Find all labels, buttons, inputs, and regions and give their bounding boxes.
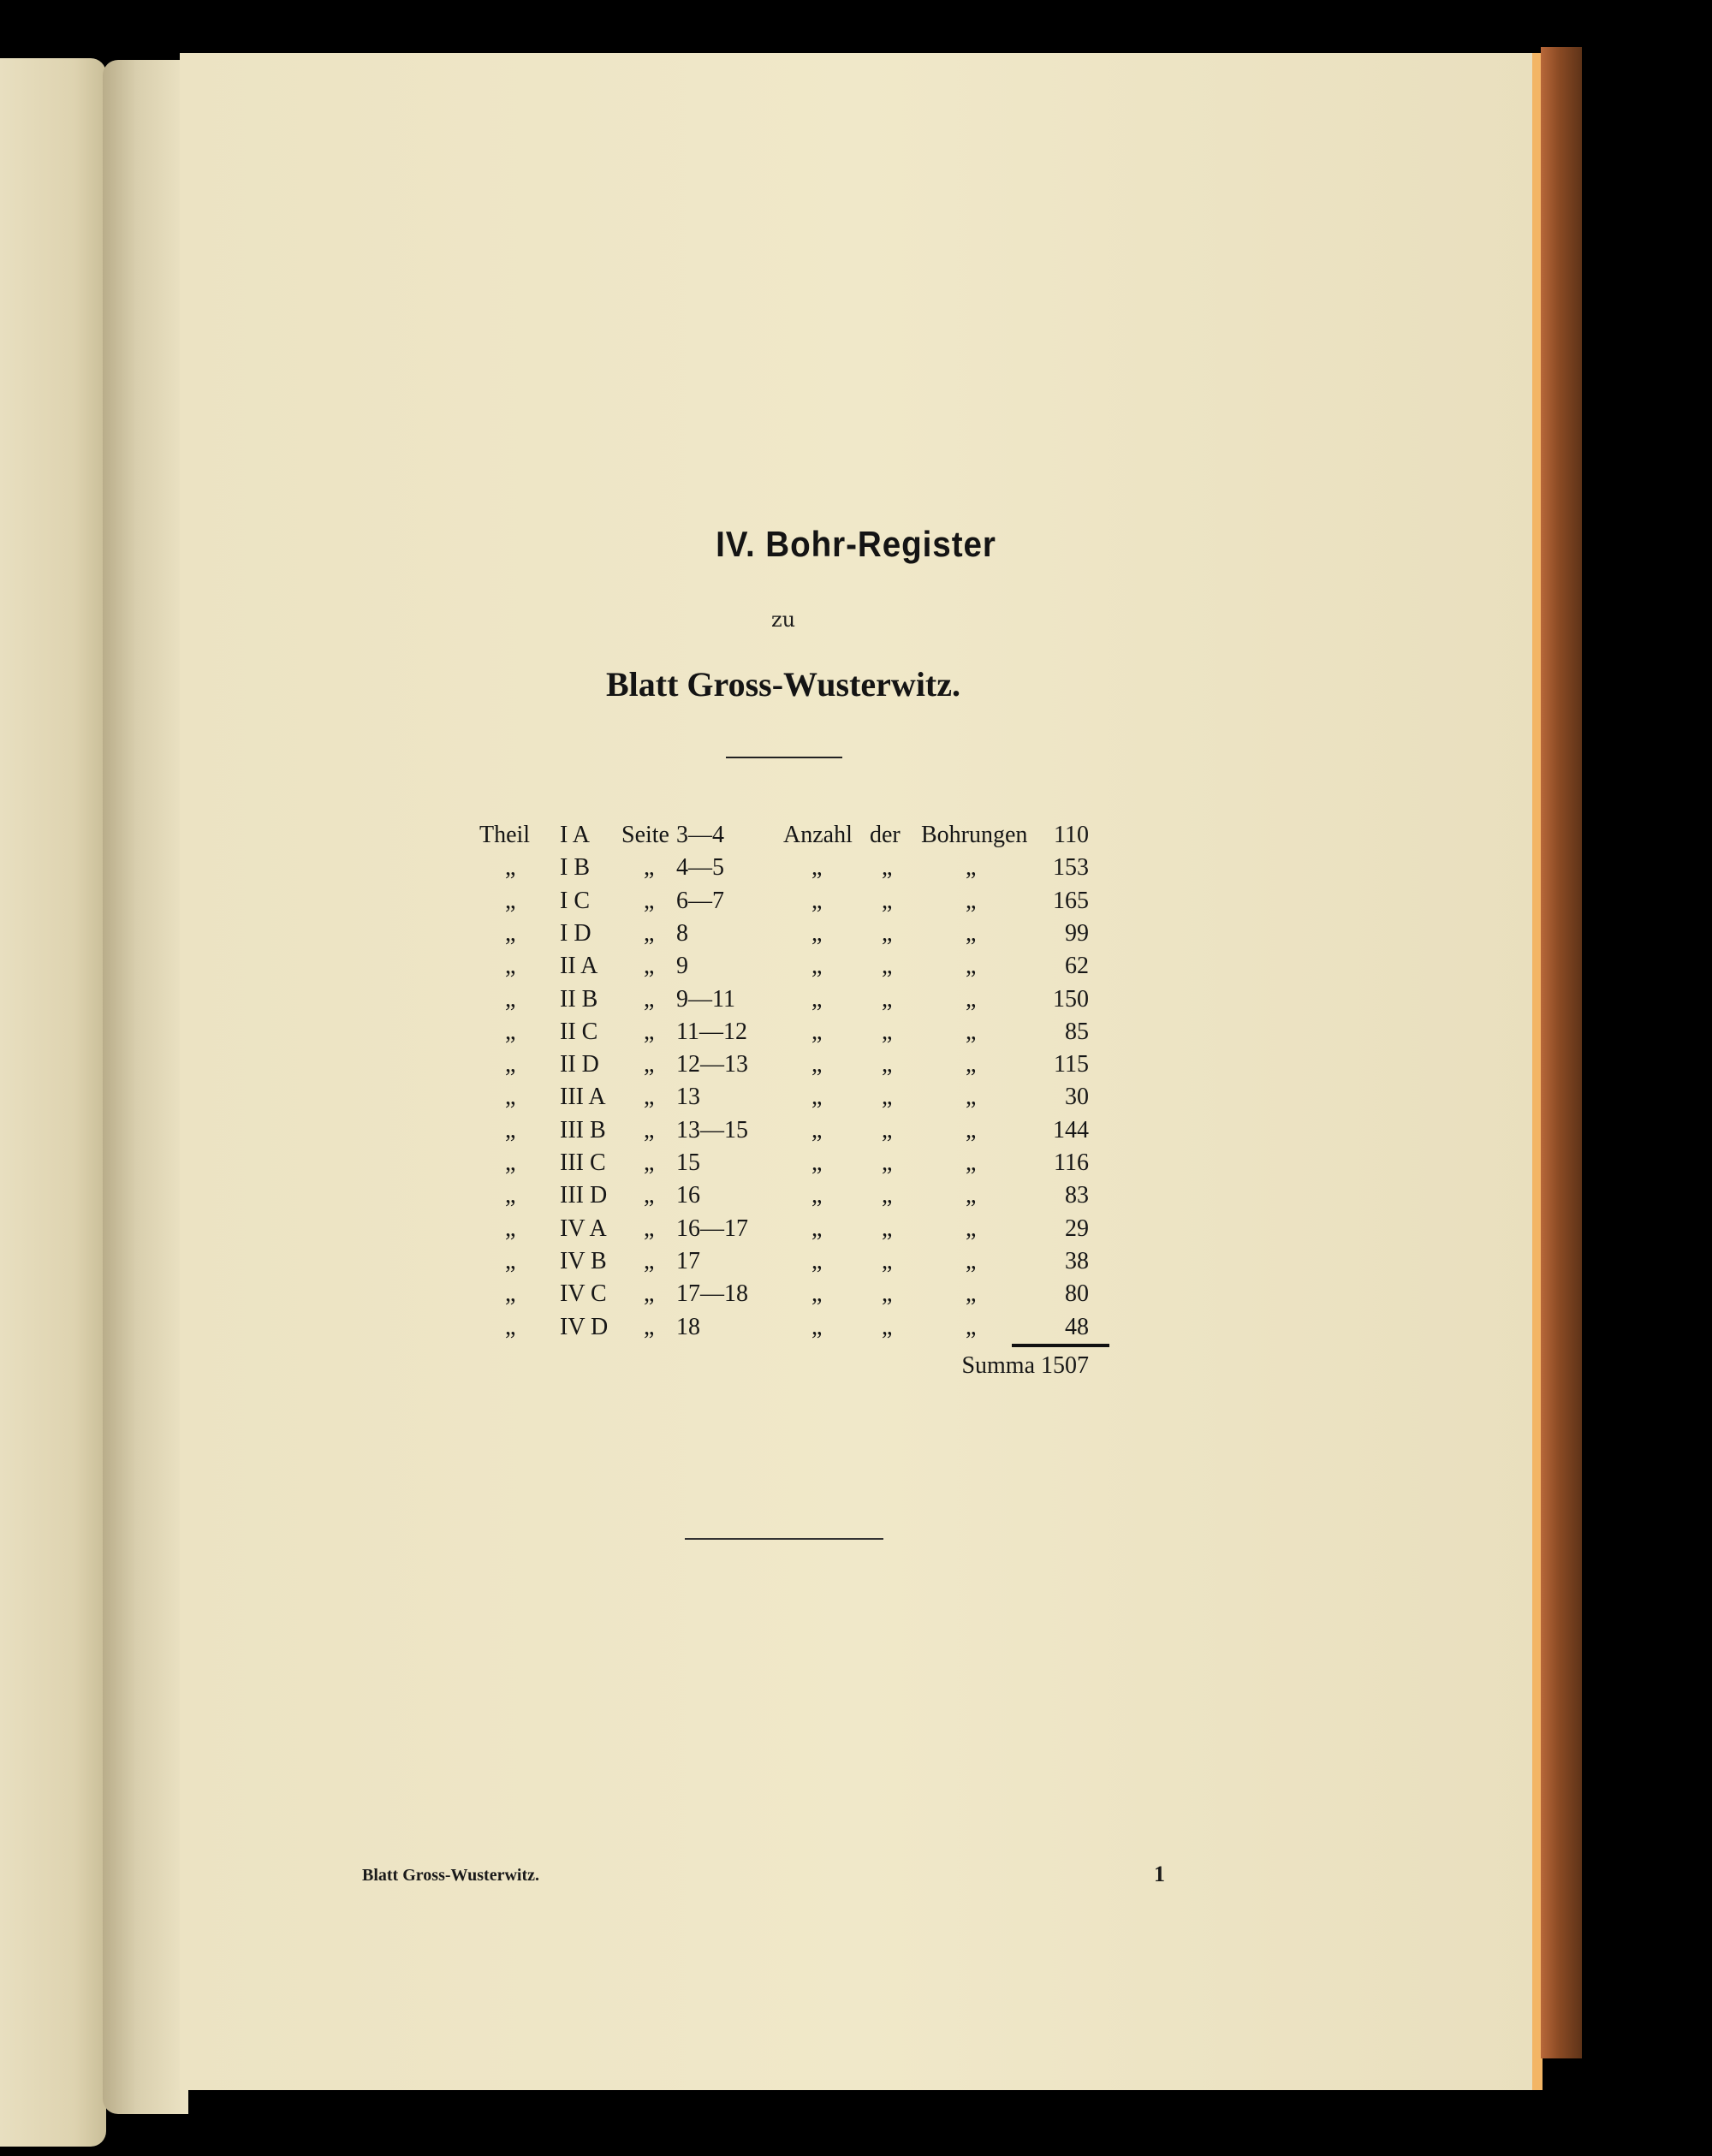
der-cell: „	[882, 887, 893, 914]
count-cell: 153	[1053, 854, 1089, 882]
anzahl-cell: „	[811, 1215, 823, 1242]
part-cell: IV D	[560, 1313, 609, 1340]
sum-rule	[1012, 1344, 1109, 1347]
part-cell: I D	[560, 919, 591, 947]
table-row	[0, 1182, 1712, 1215]
theil-cell: „	[505, 1051, 516, 1078]
divider-rule	[726, 757, 842, 758]
part-cell: II C	[560, 1018, 598, 1045]
pages-cell: 18	[676, 1313, 700, 1340]
table-row	[0, 1019, 1712, 1051]
seite-cell: „	[644, 1280, 655, 1308]
der-cell: „	[882, 1116, 893, 1143]
table-row	[0, 822, 1712, 854]
seite-cell: „	[644, 1247, 655, 1274]
bohrungen-cell: „	[966, 887, 977, 914]
bohrungen-cell: „	[966, 1182, 977, 1209]
page-number: 1	[1154, 1862, 1165, 1886]
part-cell: II D	[560, 1051, 599, 1078]
footer-sheet-name: Blatt Gross-Wusterwitz.	[362, 1866, 540, 1885]
count-cell: 38	[1065, 1247, 1089, 1274]
title-connector: zu	[770, 608, 796, 632]
seite-cell: „	[644, 1051, 655, 1078]
part-cell: III A	[560, 1084, 606, 1111]
anzahl-cell: „	[811, 1149, 823, 1176]
part-cell: I B	[560, 854, 590, 882]
bohrungen-cell: „	[966, 1084, 977, 1111]
pages-cell: 15	[676, 1149, 700, 1176]
anzahl-cell: „	[811, 1313, 823, 1340]
count-cell: 29	[1065, 1215, 1089, 1242]
bohrungen-cell: „	[966, 953, 977, 980]
part-cell: II A	[560, 953, 598, 980]
der-cell: „	[882, 1182, 893, 1209]
anzahl-cell: „	[811, 919, 823, 947]
theil-cell: „	[505, 985, 516, 1013]
page-title: IV. Bohr-Register	[716, 524, 996, 564]
table-row	[0, 986, 1712, 1019]
theil-cell: „	[505, 1247, 516, 1274]
theil-cell: „	[505, 1182, 516, 1209]
bohrungen-cell: „	[966, 919, 977, 947]
pages-cell: 4—5	[676, 854, 724, 882]
register-total: Summa 1507	[961, 1352, 1089, 1379]
part-cell: III B	[560, 1116, 606, 1143]
anzahl-cell: „	[811, 1051, 823, 1078]
anzahl-cell: „	[811, 854, 823, 882]
anzahl-cell: „	[811, 985, 823, 1013]
table-row	[0, 1051, 1712, 1084]
anzahl-cell: „	[811, 1116, 823, 1143]
seite-cell: „	[644, 1313, 655, 1340]
pages-cell: 9—11	[676, 985, 735, 1013]
count-cell: 83	[1065, 1182, 1089, 1209]
bohrungen-cell: „	[966, 1051, 977, 1078]
pages-cell: 9	[676, 953, 688, 980]
seite-cell: „	[644, 919, 655, 947]
bohrungen-cell: Bohrungen	[921, 822, 1028, 848]
seite-cell: „	[644, 1116, 655, 1143]
bohrungen-cell: „	[966, 1280, 977, 1308]
count-cell: 80	[1065, 1280, 1089, 1308]
count-cell: 110	[1054, 822, 1089, 848]
part-cell: IV C	[560, 1280, 607, 1308]
der-cell: „	[882, 1084, 893, 1111]
table-row	[0, 1215, 1712, 1248]
pages-cell: 6—7	[676, 887, 724, 914]
bohrungen-cell: „	[966, 1247, 977, 1274]
table-row	[0, 953, 1712, 985]
pages-cell: 16	[676, 1182, 700, 1209]
count-cell: 30	[1065, 1084, 1089, 1111]
der-cell: „	[882, 854, 893, 882]
table-row	[0, 1149, 1712, 1182]
table-row	[0, 854, 1712, 887]
theil-cell: „	[505, 1018, 516, 1045]
seite-cell: „	[644, 985, 655, 1013]
theil-cell: „	[505, 1149, 516, 1176]
der-cell: „	[882, 1280, 893, 1308]
pages-cell: 3—4	[676, 822, 724, 848]
seite-cell: „	[644, 953, 655, 980]
table-row	[0, 920, 1712, 953]
seite-cell: „	[644, 1182, 655, 1209]
pages-cell: 8	[676, 919, 688, 947]
count-cell: 115	[1054, 1051, 1089, 1078]
anzahl-cell: „	[811, 953, 823, 980]
pages-cell: 12—13	[676, 1051, 748, 1078]
count-cell: 116	[1054, 1149, 1089, 1176]
bohrungen-cell: „	[966, 1149, 977, 1176]
anzahl-cell: „	[811, 1247, 823, 1274]
theil-cell: „	[505, 953, 516, 980]
anzahl-cell: „	[811, 1018, 823, 1045]
table-row	[0, 1117, 1712, 1149]
pages-cell: 17—18	[676, 1280, 748, 1308]
seite-cell: „	[644, 887, 655, 914]
der-cell: „	[882, 1149, 893, 1176]
der-cell: „	[882, 1018, 893, 1045]
theil-cell: „	[505, 854, 516, 882]
der-cell: „	[882, 1215, 893, 1242]
part-cell: I A	[560, 822, 590, 848]
pages-cell: 16—17	[676, 1215, 748, 1242]
table-row	[0, 1248, 1712, 1280]
theil-cell: Theil	[479, 822, 531, 848]
part-cell: I C	[560, 887, 590, 914]
bohrungen-cell: „	[966, 985, 977, 1013]
anzahl-cell: „	[811, 1084, 823, 1111]
part-cell: IV B	[560, 1247, 607, 1274]
count-cell: 48	[1065, 1313, 1089, 1340]
seite-cell: „	[644, 1215, 655, 1242]
count-cell: 85	[1065, 1018, 1089, 1045]
der-cell: „	[882, 919, 893, 947]
divider-rule-bottom	[685, 1538, 883, 1540]
count-cell: 150	[1053, 985, 1089, 1013]
part-cell: III D	[560, 1182, 608, 1209]
table-row	[0, 888, 1712, 920]
theil-cell: „	[505, 1280, 516, 1308]
anzahl-cell: „	[811, 1280, 823, 1308]
theil-cell: „	[505, 1116, 516, 1143]
seite-cell: „	[644, 1018, 655, 1045]
table-row	[0, 1084, 1712, 1116]
bohrungen-cell: „	[966, 1215, 977, 1242]
der-cell: „	[882, 1313, 893, 1340]
pages-cell: 13	[676, 1084, 700, 1111]
anzahl-cell: „	[811, 887, 823, 914]
bohrungen-cell: „	[966, 854, 977, 882]
bohrungen-cell: „	[966, 1116, 977, 1143]
anzahl-cell: „	[811, 1182, 823, 1209]
der-cell: „	[882, 985, 893, 1013]
pages-cell: 17	[676, 1247, 700, 1274]
theil-cell: „	[505, 1084, 516, 1111]
theil-cell: „	[505, 1215, 516, 1242]
bohrungen-cell: „	[966, 1018, 977, 1045]
part-cell: III C	[560, 1149, 606, 1176]
part-cell: IV A	[560, 1215, 607, 1242]
table-row	[0, 1314, 1712, 1346]
theil-cell: „	[505, 919, 516, 947]
count-cell: 144	[1053, 1116, 1089, 1143]
pages-cell: 13—15	[676, 1116, 748, 1143]
seite-cell: „	[644, 1084, 655, 1111]
theil-cell: „	[505, 1313, 516, 1340]
seite-cell: Seite	[621, 822, 669, 848]
der-cell: „	[882, 1051, 893, 1078]
seite-cell: „	[644, 1149, 655, 1176]
der-cell: der	[870, 822, 901, 848]
count-cell: 62	[1065, 953, 1089, 980]
count-cell: 99	[1065, 919, 1089, 947]
page-subtitle: Blatt Gross-Wusterwitz.	[605, 665, 961, 704]
part-cell: II B	[560, 985, 598, 1013]
seite-cell: „	[644, 854, 655, 882]
bohrungen-cell: „	[966, 1313, 977, 1340]
der-cell: „	[882, 953, 893, 980]
table-row	[0, 1280, 1712, 1313]
count-cell: 165	[1053, 887, 1089, 914]
der-cell: „	[882, 1247, 893, 1274]
anzahl-cell: Anzahl	[783, 822, 853, 848]
theil-cell: „	[505, 887, 516, 914]
pages-cell: 11—12	[676, 1018, 747, 1045]
